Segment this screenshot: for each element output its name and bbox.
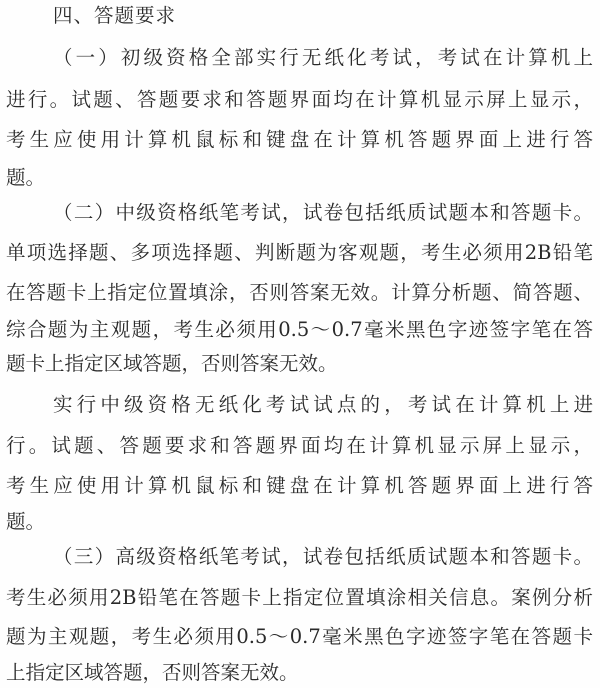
paragraph-line: 题。 — [6, 166, 46, 189]
paragraph-line: 实行中级资格无纸化考试试点的，考试在计算机上进 — [53, 393, 593, 416]
paragraph-line: 考生必须用2B铅笔在答题卡上指定位置填涂相关信息。案例分析 — [6, 586, 593, 609]
paragraph-line: 进行。试题、答题要求和答题界面均在计算机显示屏上显示， — [6, 88, 593, 111]
paragraph-line: 题卡上指定区域答题，否则答案无效。 — [6, 352, 338, 375]
paragraph-line: 考生应使用计算机鼠标和键盘在计算机答题界面上进行答 — [6, 474, 593, 497]
paragraph-line: 上指定区域答题，否则答案无效。 — [6, 661, 299, 684]
paragraph-line: （三）高级资格纸笔考试，试卷包括纸质试题本和答题卡。 — [53, 545, 593, 568]
paragraph-line: 单项选择题、多项选择题、判断题为客观题，考生必须用2B铅笔 — [6, 241, 593, 264]
paragraph-line: （一）初级资格全部实行无纸化考试，考试在计算机上 — [53, 46, 593, 69]
paragraph-line: 考生应使用计算机鼠标和键盘在计算机答题界面上进行答 — [6, 128, 593, 151]
paragraph-line: 在答题卡上指定位置填涂，否则答案无效。计算分析题、简答题、 — [6, 281, 593, 304]
section-heading: 四、答题要求 — [53, 4, 177, 27]
paragraph-line: （二）中级资格纸笔考试，试卷包括纸质试题本和答题卡。 — [53, 201, 593, 224]
paragraph-line: 行。试题、答题要求和答题界面均在计算机显示屏上显示， — [6, 434, 593, 457]
paragraph-line: 综合题为主观题，考生必须用0.5～0.7毫米黑色字迹签字笔在答 — [6, 318, 593, 341]
paragraph-line: 题为主观题，考生必须用0.5～0.7毫米黑色字迹签字笔在答题卡 — [6, 625, 593, 648]
paragraph-line: 题。 — [6, 510, 46, 533]
